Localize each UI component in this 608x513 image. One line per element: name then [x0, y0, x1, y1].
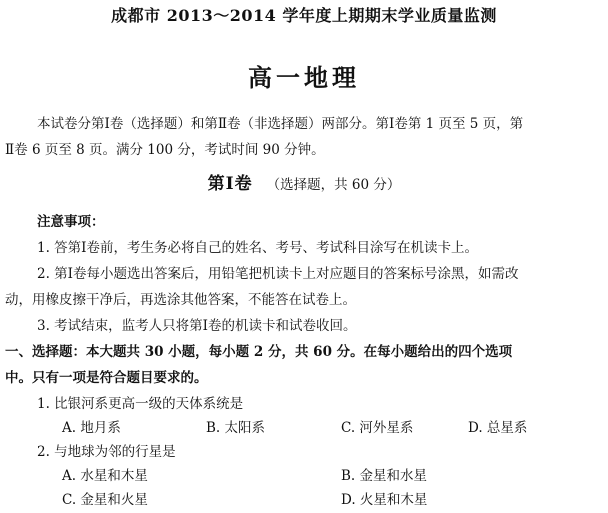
notice-item-3: 3. 考试结束，监考人只将第Ⅰ卷的机读卡和试卷收回。 — [37, 318, 357, 334]
question-1-option-a: A. 地月系 — [62, 420, 121, 436]
question-1-option-d: D. 总星系 — [468, 420, 528, 436]
section-title — [0, 176, 608, 193]
question-2-option-b: B. 金星和水星 — [341, 468, 428, 484]
question-1-option-b: B. 太阳系 — [206, 420, 266, 436]
notice-item-2-line-1: 2. 第Ⅰ卷每小题选出答案后，用铅笔把机读卡上对应题目的答案标号涂黑，如需改 — [37, 266, 519, 282]
question-1-stem: 1. 比银河系更高一级的天体系统是 — [37, 396, 244, 412]
question-2-option-c: C. 金星和火星 — [62, 492, 148, 508]
subject-title: 高一地理 — [248, 63, 360, 92]
question-2-option-d: D. 火星和木星 — [341, 492, 428, 508]
section-name: 第Ⅰ卷 — [207, 174, 253, 194]
notice-item-1: 1. 答第Ⅰ卷前，考生务必将自己的姓名、考号、考试科目涂写在机读卡上。 — [37, 240, 479, 256]
section-note: （选择题，共 60 分） — [266, 177, 401, 193]
exam-header: 成都市 2013～2014 学年度上期期末学业质量监测 — [111, 6, 497, 25]
part1-heading-line-2: 中。只有一项是符合题目要求的。 — [5, 370, 208, 386]
question-1-option-c: C. 河外星系 — [341, 420, 414, 436]
intro-line-1: 本试卷分第Ⅰ卷（选择题）和第Ⅱ卷（非选择题）两部分。第Ⅰ卷第 1 页至 5 页，第 — [37, 116, 524, 132]
notice-heading: 注意事项： — [37, 214, 105, 230]
question-2-stem: 2. 与地球为邻的行星是 — [37, 444, 176, 460]
part1-heading-line-1: 一、选择题：本大题共 30 小题，每小题 2 分，共 60 分。在每小题给出的四个选项 — [5, 344, 513, 360]
question-2-option-a: A. 水星和木星 — [62, 468, 148, 484]
intro-line-2: Ⅱ卷 6 页至 8 页。满分 100 分，考试时间 90 分钟。 — [5, 142, 325, 158]
notice-item-2-line-2: 动，用橡皮擦干净后，再选涂其他答案，不能答在试卷上。 — [5, 292, 356, 308]
